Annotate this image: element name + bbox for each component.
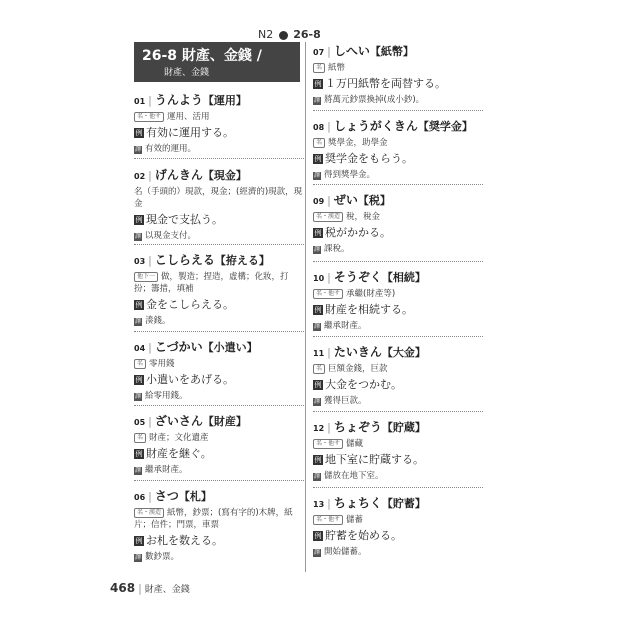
example-icon: 例 xyxy=(314,155,322,163)
entry-meaning: 巨額金錢，巨款 xyxy=(328,364,388,374)
entry-meaning: 做，製造；捏造，虛構；化妝，打扮；籌措，填補 xyxy=(134,272,289,294)
vocab-entry xyxy=(313,117,483,180)
entry-meaning: 名（手頭的）現款，現金；(經濟的)現款，現金 xyxy=(134,187,303,209)
entry-kana: そうぞく xyxy=(333,270,382,284)
entry-kana: こづかい xyxy=(154,340,203,354)
vocab-entry xyxy=(134,338,304,401)
entry-separator xyxy=(134,480,304,481)
translation-text: 儲放在地下室。 xyxy=(324,471,384,481)
example-sentence: お札を数える。 xyxy=(146,534,223,547)
pos-tag: 名・他サ xyxy=(313,439,343,449)
example-sentence: 有効に運用する。 xyxy=(146,126,234,139)
pos-tag: 名・漢造 xyxy=(313,212,343,222)
entry-number: 08 xyxy=(313,123,325,132)
entry-separator xyxy=(134,331,304,332)
vocab-entry xyxy=(134,91,304,154)
entry-kanji: 【貯蔵】 xyxy=(381,421,426,434)
vocab-entry xyxy=(313,343,483,406)
pos-tag: 名・他サ xyxy=(313,289,343,299)
entry-number: 10 xyxy=(313,274,325,283)
entry-separator xyxy=(313,487,483,488)
translation-text: 將萬元鈔票換掉(成小鈔)。 xyxy=(324,95,425,105)
vocab-entry xyxy=(134,487,304,562)
entry-kanji: 【運用】 xyxy=(202,94,247,107)
separator-bar: | xyxy=(148,415,152,428)
example-sentence: 税がかかる。 xyxy=(325,226,391,239)
separator-bar: | xyxy=(148,341,152,354)
vocab-entry xyxy=(313,494,483,557)
entry-kanji: 【現金】 xyxy=(202,169,247,182)
section-indicator xyxy=(258,28,321,41)
translation-icon: 譯 xyxy=(134,318,141,325)
entry-separator xyxy=(313,336,483,337)
entry-meaning: 財產；文化遺產 xyxy=(149,433,209,443)
pos-tag: 名 xyxy=(313,138,325,148)
entry-meaning: 稅，稅金 xyxy=(346,212,381,222)
pos-tag: 名 xyxy=(313,364,325,374)
entry-kanji: 【紙幣】 xyxy=(369,45,414,58)
separator-bar: | xyxy=(148,254,152,267)
example-icon: 例 xyxy=(135,301,143,309)
entry-kanji: 【拵える】 xyxy=(214,254,270,267)
separator-bar: | xyxy=(327,120,331,133)
pos-tag: 他下一 xyxy=(134,272,158,282)
entry-number: 06 xyxy=(134,493,146,502)
pos-tag: 名・他サ xyxy=(134,112,164,122)
entry-number: 04 xyxy=(134,344,146,353)
vocab-entry xyxy=(134,166,304,241)
vocab-entry xyxy=(134,412,304,475)
footer-label: 財產、金錢 xyxy=(144,585,190,595)
example-sentence: 地下室に貯蔵する。 xyxy=(325,453,424,466)
entry-separator xyxy=(134,244,304,245)
translation-icon: 譯 xyxy=(313,549,320,556)
example-icon: 例 xyxy=(135,216,143,224)
entry-number: 11 xyxy=(313,349,325,358)
page-number: 468 xyxy=(110,581,136,595)
entry-kanji: 【札】 xyxy=(178,490,212,503)
entry-meaning: 紙幣，鈔票；(寫有字的)木牌，紙片；信件；門票，車票 xyxy=(134,508,293,530)
entry-kanji: 【財産】 xyxy=(202,415,247,428)
translation-text: 以現金支付。 xyxy=(145,231,197,241)
entry-meaning: 紙幣 xyxy=(328,63,346,73)
section-code: 26-8 xyxy=(293,28,321,41)
pos-tag: 名・他サ xyxy=(313,515,343,525)
entry-number: 13 xyxy=(313,500,325,509)
entry-kana: ぜい xyxy=(333,193,358,207)
level-tag: N2 xyxy=(258,28,274,41)
translation-icon: 譯 xyxy=(313,398,320,405)
entry-separator xyxy=(313,261,483,262)
entry-separator xyxy=(313,110,483,111)
separator-bar: | xyxy=(148,169,152,182)
example-icon: 例 xyxy=(314,229,322,237)
translation-text: 給零用錢。 xyxy=(145,391,188,401)
bullet-icon xyxy=(279,31,288,40)
separator-bar: | xyxy=(327,45,331,58)
entry-meaning: 儲藏 xyxy=(346,439,364,449)
column-divider xyxy=(305,42,306,572)
entry-kanji: 【大金】 xyxy=(381,346,426,359)
example-icon: 例 xyxy=(314,381,322,389)
translation-text: 數鈔票。 xyxy=(145,552,180,562)
example-sentence: 大金をつかむ。 xyxy=(325,378,402,391)
example-icon: 例 xyxy=(314,456,322,464)
translation-text: 開始儲蓄。 xyxy=(324,547,367,557)
entry-separator xyxy=(313,184,483,185)
example-icon: 例 xyxy=(314,80,322,88)
entry-meaning: 獎學金，助學金 xyxy=(328,138,388,148)
example-sentence: 財産を継ぐ。 xyxy=(146,447,212,460)
entry-number: 02 xyxy=(134,172,146,181)
example-sentence: 小遣いをあげる。 xyxy=(146,373,234,386)
entry-number: 03 xyxy=(134,257,146,266)
translation-icon: 譯 xyxy=(313,172,320,179)
entry-meaning: 承繼(財產等) xyxy=(346,289,396,299)
example-sentence: １万円紙幣を両替する。 xyxy=(325,77,446,90)
entry-kanji: 【相続】 xyxy=(381,271,426,284)
example-icon: 例 xyxy=(314,532,322,540)
entry-kanji: 【貯蓄】 xyxy=(381,497,426,510)
translation-icon: 譯 xyxy=(134,393,141,400)
separator-bar: | xyxy=(148,490,152,503)
translation-text: 獲得巨款。 xyxy=(324,396,367,406)
pos-tag: 名 xyxy=(313,63,325,73)
example-icon: 例 xyxy=(314,306,322,314)
entry-number: 01 xyxy=(134,97,146,106)
page-footer xyxy=(110,581,190,595)
entry-kanji: 【奨学金】 xyxy=(417,120,473,133)
section-subtitle: 財產、金錢 xyxy=(164,68,210,78)
entry-kana: ちょぞう xyxy=(333,420,382,434)
entry-number: 09 xyxy=(313,197,325,206)
pos-tag: 名 xyxy=(134,433,146,443)
example-icon: 例 xyxy=(135,129,143,137)
translation-icon: 譯 xyxy=(313,246,320,253)
entry-kana: ちょちく xyxy=(333,496,382,510)
entry-separator xyxy=(313,411,483,412)
translation-text: 湊錢。 xyxy=(145,316,171,326)
entry-number: 07 xyxy=(313,48,325,57)
example-sentence: 貯蓄を始める。 xyxy=(325,529,402,542)
translation-text: 繼承財產。 xyxy=(324,321,367,331)
entry-meaning: 儲蓄 xyxy=(346,515,364,525)
translation-icon: 譯 xyxy=(134,146,141,153)
translation-text: 課稅。 xyxy=(324,244,350,254)
translation-text: 繼承財產。 xyxy=(145,465,188,475)
entry-number: 05 xyxy=(134,418,146,427)
entry-kana: こしらえる xyxy=(154,253,215,267)
pos-tag: 名・漢造 xyxy=(134,508,164,518)
entry-kana: ざいさん xyxy=(154,414,203,428)
entry-kana: げんきん xyxy=(154,168,203,182)
translation-icon: 譯 xyxy=(134,467,141,474)
separator-bar: | xyxy=(327,497,331,510)
separator-bar: | xyxy=(327,346,331,359)
vocab-entry xyxy=(134,251,304,326)
example-icon: 例 xyxy=(135,537,143,545)
example-icon: 例 xyxy=(135,450,143,458)
vocab-entry xyxy=(313,268,483,331)
example-sentence: 奨学金をもらう。 xyxy=(325,152,413,165)
entry-meaning: 零用錢 xyxy=(149,359,175,369)
translation-icon: 譯 xyxy=(134,554,141,561)
vocab-entry xyxy=(313,191,483,254)
vocab-entry xyxy=(313,418,483,481)
translation-icon: 譯 xyxy=(313,97,320,104)
entry-kanji: 【小遣い】 xyxy=(202,341,258,354)
separator-bar: | xyxy=(327,421,331,434)
entry-kana: うんよう xyxy=(154,93,203,107)
separator-bar: | xyxy=(327,271,331,284)
entry-separator xyxy=(134,158,304,159)
entry-kana: しょうがくきん xyxy=(333,119,418,133)
vocab-entry xyxy=(313,42,483,105)
entry-kanji: 【税】 xyxy=(357,194,391,207)
example-sentence: 現金で支払う。 xyxy=(146,213,223,226)
separator-bar: | xyxy=(327,194,331,207)
example-icon: 例 xyxy=(135,376,143,384)
separator-bar: | xyxy=(138,582,142,595)
pos-tag: 名 xyxy=(134,359,146,369)
entry-kana: たいきん xyxy=(333,345,382,359)
translation-icon: 譯 xyxy=(313,323,320,330)
section-header xyxy=(134,42,300,82)
separator-bar: | xyxy=(148,94,152,107)
entry-meaning: 運用、活用 xyxy=(167,112,210,122)
entry-kana: しへい xyxy=(333,44,370,58)
translation-icon: 譯 xyxy=(134,233,141,240)
section-title: 26-8 財產、金錢 / xyxy=(142,48,262,64)
translation-text: 有效的運用。 xyxy=(145,144,197,154)
entry-number: 12 xyxy=(313,424,325,433)
entry-separator xyxy=(134,405,304,406)
entry-kana: さつ xyxy=(154,489,179,503)
example-sentence: 金をこしらえる。 xyxy=(146,298,234,311)
translation-text: 得到獎學金。 xyxy=(324,170,376,180)
example-sentence: 財産を相続する。 xyxy=(325,303,413,316)
translation-icon: 譯 xyxy=(313,473,320,480)
